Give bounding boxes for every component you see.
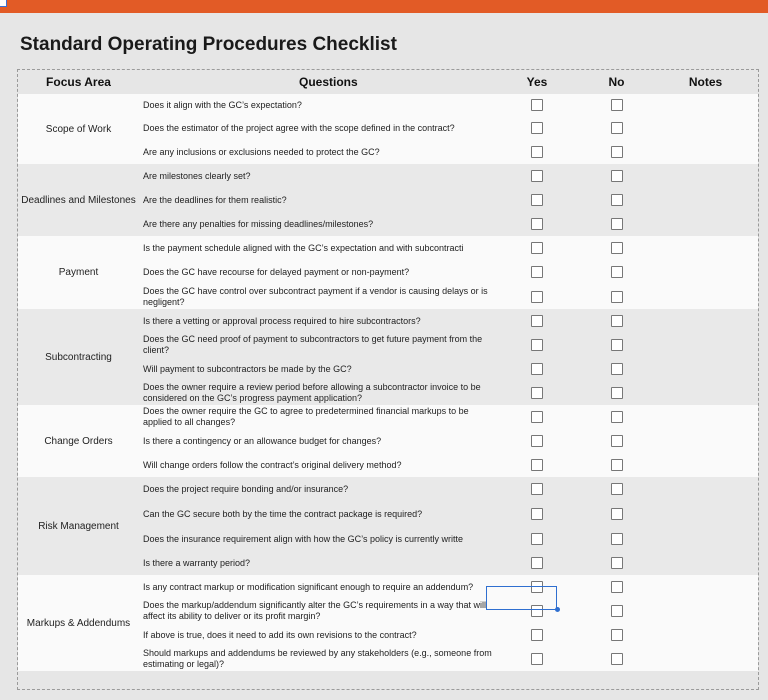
question-text: Is there a contingency or an allowance budget for changes?: [143, 435, 382, 446]
header-no: No: [608, 75, 625, 89]
notes-cell[interactable]: [653, 357, 758, 381]
no-cell: [580, 527, 653, 551]
no-checkbox[interactable]: [611, 508, 623, 520]
no-checkbox[interactable]: [611, 315, 623, 327]
focus-area-label: Payment: [58, 267, 99, 278]
notes-cell[interactable]: [653, 623, 758, 647]
yes-cell: [494, 429, 580, 453]
no-checkbox[interactable]: [611, 218, 623, 230]
yes-cell: [494, 405, 580, 429]
yes-checkbox[interactable]: [531, 387, 543, 399]
yes-cell: [494, 453, 580, 477]
no-checkbox[interactable]: [611, 339, 623, 351]
focus-area-label: Risk Management: [38, 520, 119, 532]
no-cell: [580, 333, 653, 357]
top-accent-bar: [0, 0, 768, 13]
no-checkbox[interactable]: [611, 242, 623, 254]
yes-cell: [494, 381, 580, 405]
yes-cell: [494, 212, 580, 236]
no-cell: [580, 647, 653, 671]
no-cell: [580, 453, 653, 477]
notes-cell[interactable]: [653, 188, 758, 212]
no-checkbox[interactable]: [611, 629, 623, 641]
yes-checkbox[interactable]: [531, 291, 543, 303]
yes-cell: [494, 260, 580, 284]
no-cell: [580, 501, 653, 527]
question-text: Will payment to subcontractors be made by the GC?: [143, 363, 352, 374]
yes-checkbox[interactable]: [531, 170, 543, 182]
yes-checkbox[interactable]: [531, 363, 543, 375]
yes-cell: [494, 116, 580, 140]
focus-group: [18, 164, 758, 236]
no-cell: [580, 551, 653, 575]
no-checkbox[interactable]: [611, 170, 623, 182]
notes-cell[interactable]: [653, 116, 758, 140]
focus-group: [18, 309, 758, 405]
yes-checkbox[interactable]: [531, 411, 543, 423]
yes-checkbox[interactable]: [531, 459, 543, 471]
yes-cell: [494, 357, 580, 381]
yes-checkbox[interactable]: [531, 653, 543, 665]
question-text: Does the markup/addendum significantly alter the GC’s requirements in a way that will affect its ability to deliver or its profit margin?: [143, 600, 486, 621]
no-checkbox[interactable]: [611, 435, 623, 447]
header-focus-area: Focus Area: [46, 75, 111, 89]
yes-cell: [494, 623, 580, 647]
question-text: Does the GC have recourse for delayed payment or non-payment?: [143, 266, 410, 277]
no-cell: [580, 429, 653, 453]
no-checkbox[interactable]: [611, 387, 623, 399]
notes-cell[interactable]: [653, 527, 758, 551]
focus-area-label: Change Orders: [44, 435, 113, 447]
no-cell: [580, 94, 653, 116]
yes-cell: [494, 551, 580, 575]
yes-checkbox[interactable]: [531, 266, 543, 278]
checklist-table: [17, 69, 759, 690]
notes-cell[interactable]: [653, 236, 758, 260]
focus-group: [18, 575, 758, 671]
header-yes: Yes: [526, 75, 548, 89]
no-cell: [580, 309, 653, 333]
yes-cell: [494, 164, 580, 188]
notes-cell[interactable]: [653, 381, 758, 405]
selected-cell-outline[interactable]: [486, 586, 557, 610]
page-title: Standard Operating Procedures Checklist: [20, 34, 397, 55]
notes-cell[interactable]: [653, 647, 758, 671]
notes-cell[interactable]: [653, 94, 758, 116]
yes-checkbox[interactable]: [531, 483, 543, 495]
focus-area-label: Scope of Work: [45, 123, 112, 135]
yes-cell: [494, 477, 580, 501]
question-text: Are there any penalties for missing deadlines/milestones?: [143, 218, 374, 229]
no-checkbox[interactable]: [611, 291, 623, 303]
question-text: Can the GC secure both by the time the contract package is required?: [143, 508, 423, 519]
question-text: Is there a vetting or approval process required to hire subcontractors?: [143, 315, 421, 326]
focus-group: [18, 477, 758, 575]
table-header: [18, 70, 758, 94]
question-text: Should markups and addendums be reviewed by any stakeholders (e.g., someone from estimating or legal)?: [143, 648, 492, 669]
no-checkbox[interactable]: [611, 122, 623, 134]
no-cell: [580, 260, 653, 284]
selection-fill-handle[interactable]: [555, 607, 560, 612]
no-checkbox[interactable]: [611, 533, 623, 545]
question-text: Does the insurance requirement align with how the GC’s policy is currently writte: [143, 533, 463, 544]
notes-cell[interactable]: [653, 333, 758, 357]
yes-checkbox[interactable]: [531, 194, 543, 206]
yes-cell: [494, 501, 580, 527]
no-checkbox[interactable]: [611, 411, 623, 423]
yes-checkbox[interactable]: [531, 435, 543, 447]
notes-cell[interactable]: [653, 164, 758, 188]
no-checkbox[interactable]: [611, 459, 623, 471]
question-text: Does it align with the GC’s expectation?: [143, 99, 302, 110]
question-text: Does the estimator of the project agree with the scope defined in the contract?: [143, 122, 455, 133]
notes-cell[interactable]: [653, 140, 758, 164]
question-text: Is any contract markup or modification significant enough to require an addendum?: [143, 581, 474, 592]
yes-checkbox[interactable]: [531, 122, 543, 134]
question-text: If above is true, does it need to add its own revisions to the contract?: [143, 629, 417, 640]
notes-cell[interactable]: [653, 309, 758, 333]
yes-cell: [494, 188, 580, 212]
no-cell: [580, 140, 653, 164]
yes-cell: [494, 647, 580, 671]
no-checkbox[interactable]: [611, 99, 623, 111]
question-text: Does the owner require the GC to agree to predetermined financial markups to be applied to all changes?: [143, 406, 469, 427]
notes-cell[interactable]: [653, 477, 758, 501]
no-cell: [580, 212, 653, 236]
yes-checkbox[interactable]: [531, 218, 543, 230]
yes-cell: [494, 94, 580, 116]
notes-cell[interactable]: [653, 284, 758, 309]
no-cell: [580, 188, 653, 212]
yes-checkbox[interactable]: [531, 99, 543, 111]
notes-cell[interactable]: [653, 405, 758, 429]
header-questions: Questions: [299, 75, 358, 89]
notes-cell[interactable]: [653, 453, 758, 477]
notes-cell[interactable]: [653, 429, 758, 453]
cell-corner-handle[interactable]: [0, 0, 7, 7]
yes-checkbox[interactable]: [531, 315, 543, 327]
yes-checkbox[interactable]: [531, 242, 543, 254]
yes-cell: [494, 284, 580, 309]
question-text: Does the owner require a review period before allowing a subcontractor invoice to be considered on the GC’s progress payment application?: [143, 382, 481, 403]
no-cell: [580, 357, 653, 381]
notes-cell[interactable]: [653, 260, 758, 284]
notes-cell[interactable]: [653, 212, 758, 236]
focus-group: [18, 236, 758, 309]
yes-checkbox[interactable]: [531, 146, 543, 158]
question-text: Will change orders follow the contract’s original delivery method?: [143, 459, 402, 470]
question-text: Does the project require bonding and/or insurance?: [143, 483, 349, 494]
no-checkbox[interactable]: [611, 581, 623, 593]
no-cell: [580, 575, 653, 599]
focus-area-label: Subcontracting: [45, 351, 112, 363]
notes-cell[interactable]: [653, 575, 758, 599]
yes-cell: [494, 236, 580, 260]
yes-cell: [494, 309, 580, 333]
focus-group: [18, 94, 758, 164]
no-checkbox[interactable]: [611, 483, 623, 495]
yes-checkbox[interactable]: [531, 339, 543, 351]
yes-cell: [494, 527, 580, 551]
yes-checkbox[interactable]: [531, 508, 543, 520]
no-checkbox[interactable]: [611, 266, 623, 278]
no-cell: [580, 477, 653, 501]
no-checkbox[interactable]: [611, 653, 623, 665]
no-cell: [580, 623, 653, 647]
no-checkbox[interactable]: [611, 363, 623, 375]
no-cell: [580, 599, 653, 623]
question-text: Is the payment schedule aligned with the GC’s expectation and with subcontracti: [143, 242, 464, 253]
focus-area-label: Deadlines and Milestones: [21, 194, 136, 206]
yes-cell: [494, 140, 580, 164]
no-cell: [580, 164, 653, 188]
question-text: Does the GC need proof of payment to subcontractors to get future payment from the client?: [143, 334, 483, 355]
question-text: Are the deadlines for them realistic?: [143, 194, 287, 205]
no-checkbox[interactable]: [611, 194, 623, 206]
no-cell: [580, 236, 653, 260]
notes-cell[interactable]: [653, 599, 758, 623]
no-checkbox[interactable]: [611, 605, 623, 617]
header-notes: Notes: [688, 75, 723, 89]
focus-group: [18, 405, 758, 477]
notes-cell[interactable]: [653, 501, 758, 527]
no-cell: [580, 405, 653, 429]
no-checkbox[interactable]: [611, 146, 623, 158]
table-body: [18, 94, 758, 671]
notes-cell[interactable]: [653, 551, 758, 575]
yes-checkbox[interactable]: [531, 557, 543, 569]
focus-area-label: Markups & Addendums: [26, 617, 131, 629]
no-cell: [580, 284, 653, 309]
yes-cell: [494, 333, 580, 357]
no-checkbox[interactable]: [611, 557, 623, 569]
question-text: Is there a warranty period?: [143, 557, 251, 568]
question-text: Are milestones clearly set?: [143, 170, 251, 181]
no-cell: [580, 381, 653, 405]
question-text: Does the GC have control over subcontract payment if a vendor is causing delays or is negligent?: [143, 285, 488, 307]
no-cell: [580, 116, 653, 140]
yes-checkbox[interactable]: [531, 629, 543, 641]
yes-checkbox[interactable]: [531, 533, 543, 545]
question-text: Are any inclusions or exclusions needed to protect the GC?: [143, 146, 380, 157]
